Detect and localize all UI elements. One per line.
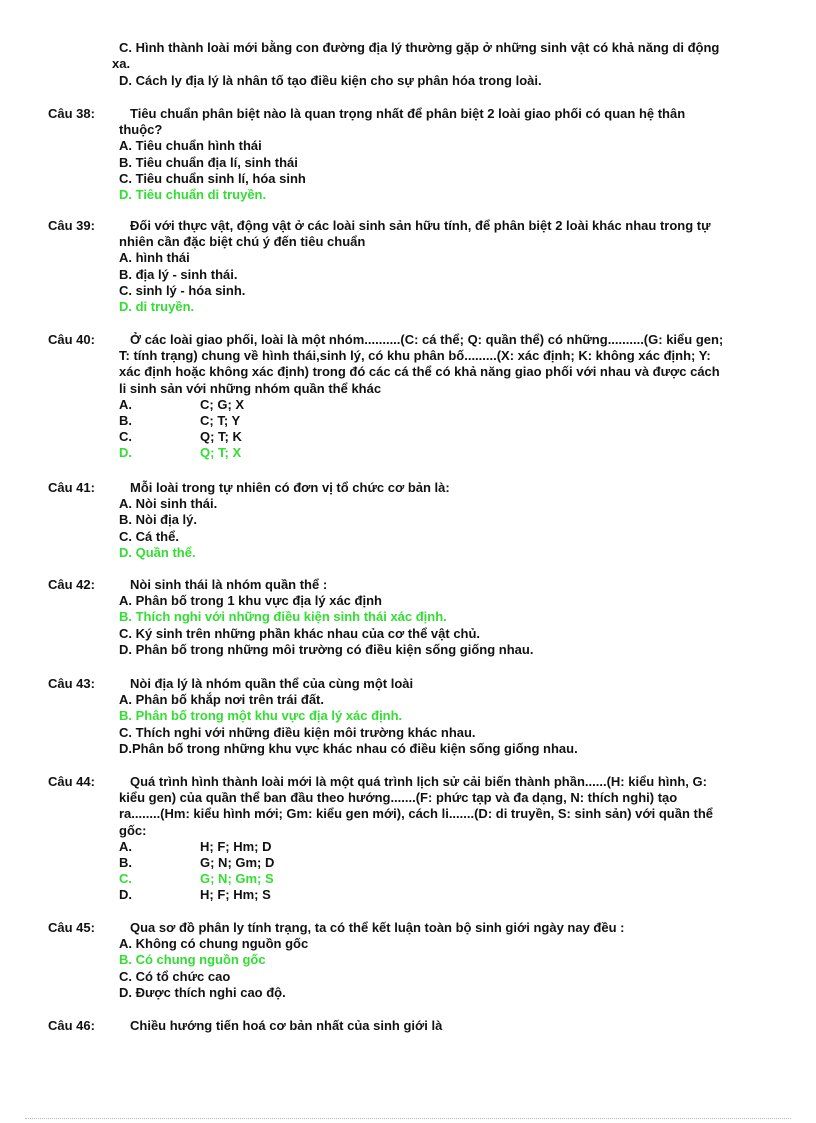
answer-option: C. Ký sinh trên những phần khác nhau của cơ thể vật chủ. bbox=[119, 625, 481, 641]
answer-option-letter: C. bbox=[119, 871, 132, 887]
answer-option: C. sinh lý - hóa sinh. bbox=[119, 282, 246, 298]
answer-option: D.Phân bố trong những khu vực khác nhau có điều kiện sống giống nhau. bbox=[119, 740, 578, 756]
answer-option-value: Q; T; K bbox=[200, 429, 242, 445]
answer-option-value-correct: Q; T; X bbox=[200, 445, 242, 461]
answer-option: D. Được thích nghi cao độ. bbox=[119, 984, 286, 1000]
question-number: Câu 45: bbox=[48, 920, 95, 935]
question-number: Câu 42: bbox=[48, 577, 95, 592]
question-stem-continued: kiểu gen) của quần thể ban đầu theo hướng.......(F: phức tạp và đa dạng, N: thích nghi) tạo bbox=[119, 790, 678, 806]
answer-option: C. Thích nghi với những điều kiện môi trường khác nhau. bbox=[119, 724, 476, 740]
answer-option-correct: D. Quần thể. bbox=[119, 544, 196, 560]
answer-option-correct: D. Tiêu chuẩn di truyền. bbox=[119, 187, 267, 202]
question-stem-continued: li sinh sản với những nhóm quần thể khác bbox=[119, 380, 382, 396]
answer-option: A. Không có chung nguồn gốc bbox=[119, 936, 309, 952]
answer-option-value: H; F; Hm; D bbox=[200, 838, 272, 854]
question-number: Câu 40: bbox=[48, 332, 95, 347]
question-stem: Qua sơ đồ phân ly tính trạng, ta có thể kết luận toàn bộ sinh giới ngày nay đều : bbox=[130, 920, 625, 935]
answer-option-correct: B. Thích nghi với những điều kiện sinh thái xác định. bbox=[119, 609, 447, 625]
intro-option-d: D. Cách ly địa lý là nhân tố tạo điều kiện cho sự phân hóa trong loài. bbox=[119, 73, 542, 88]
question-stem: Nòi sinh thái là nhóm quần thể : bbox=[130, 577, 328, 592]
answer-option-letter: A. bbox=[119, 838, 132, 854]
question-stem: Đối với thực vật, động vật ở các loài sinh sản hữu tính, để phân biệt 2 loài khác nhau trong tự bbox=[130, 218, 711, 233]
question-stem-continued: thuộc? bbox=[119, 122, 163, 138]
answer-option: B. Nòi địa lý. bbox=[119, 512, 198, 528]
answer-option-value-correct: G; N; Gm; S bbox=[200, 871, 274, 887]
answer-option-letter: B. bbox=[119, 413, 132, 428]
answer-option-value: C; T; Y bbox=[200, 413, 241, 428]
intro-option-c: C. Hình thành loài mới bằng con đường địa lý thường gặp ở những sinh vật có khả năng di động bbox=[119, 40, 720, 55]
answer-option-value: G; N; Gm; D bbox=[200, 855, 275, 870]
question-number: Câu 46: bbox=[48, 1018, 95, 1033]
answer-option: A. Phân bố trong 1 khu vực địa lý xác định bbox=[119, 593, 382, 609]
answer-option: C. Tiêu chuẩn sinh lí, hóa sinh bbox=[119, 170, 306, 186]
answer-option-correct: D. di truyền. bbox=[119, 299, 195, 314]
question-number: Câu 43: bbox=[48, 676, 95, 691]
answer-option-correct: B. Phân bố trong một khu vực địa lý xác định. bbox=[119, 708, 403, 724]
question-number: Câu 44: bbox=[48, 774, 95, 789]
answer-option: A. hình thái bbox=[119, 250, 190, 266]
question-stem: Mỗi loài trong tự nhiên có đơn vị tổ chức cơ bản là: bbox=[130, 480, 450, 495]
answer-option-letter: D. bbox=[119, 887, 132, 903]
question-stem: Quá trình hình thành loài mới là một quá trình lịch sử cải biến thành phần......(H: kiểu hình, G: bbox=[130, 774, 707, 789]
answer-option: C. Cá thể. bbox=[119, 528, 179, 544]
question-stem-continued: T: tính trạng) chung về hình thái,sinh lý, có khu phân bố.........(X: xác định; K: không xác định; Y: bbox=[119, 348, 711, 364]
answer-option-letter: D. bbox=[119, 445, 132, 461]
question-number: Câu 41: bbox=[48, 480, 95, 495]
answer-option: A. Nòi sinh thái. bbox=[119, 496, 218, 512]
answer-option: B. địa lý - sinh thái. bbox=[119, 266, 238, 282]
question-number: Câu 38: bbox=[48, 106, 95, 121]
question-stem-continued: gốc: bbox=[119, 822, 147, 838]
answer-option: B. Tiêu chuẩn địa lí, sinh thái bbox=[119, 154, 298, 170]
question-stem: Chiều hướng tiến hoá cơ bản nhất của sinh giới là bbox=[130, 1018, 443, 1033]
question-stem-continued: nhiên cần đặc biệt chú ý đến tiêu chuẩn bbox=[119, 234, 366, 250]
question-stem: Tiêu chuẩn phân biệt nào là quan trọng nhất để phân biệt 2 loài giao phối có quan hệ thân bbox=[130, 106, 686, 121]
answer-option: D. Phân bố trong những môi trường có điều kiện sống giống nhau. bbox=[119, 641, 534, 657]
question-number: Câu 39: bbox=[48, 218, 95, 233]
question-stem: Nòi địa lý là nhóm quần thể của cùng một loài bbox=[130, 676, 414, 691]
answer-option-value: C; G; X bbox=[200, 396, 245, 412]
intro-option-c-continued: xa. bbox=[112, 56, 131, 71]
question-stem-continued: ra........(Hm: kiểu hình mới; Gm: kiểu gen mới), cách li.......(D: di truyền, S: sinh sản) với quần thể bbox=[119, 806, 714, 822]
answer-option-letter: A. bbox=[119, 396, 132, 412]
answer-option: A. Phân bố khắp nơi trên trái đất. bbox=[119, 692, 324, 708]
question-stem: Ở các loài giao phối, loài là một nhóm..........(C: cá thể; Q: quần thể) có những..........(G: kiểu gen; bbox=[130, 332, 724, 347]
answer-option-value: H; F; Hm; S bbox=[200, 887, 271, 903]
question-stem-continued: xác định hoặc không xác định) trong đó các cá thể có khả năng giao phối với nhau và được cách bbox=[119, 364, 720, 380]
answer-option-letter: C. bbox=[119, 429, 132, 445]
answer-option: A. Tiêu chuẩn hình thái bbox=[119, 138, 262, 154]
answer-option-letter: B. bbox=[119, 855, 132, 870]
page-bottom-divider bbox=[25, 1118, 791, 1119]
answer-option-correct: B. Có chung nguồn gốc bbox=[119, 952, 266, 968]
answer-option: C. Có tổ chức cao bbox=[119, 968, 231, 984]
